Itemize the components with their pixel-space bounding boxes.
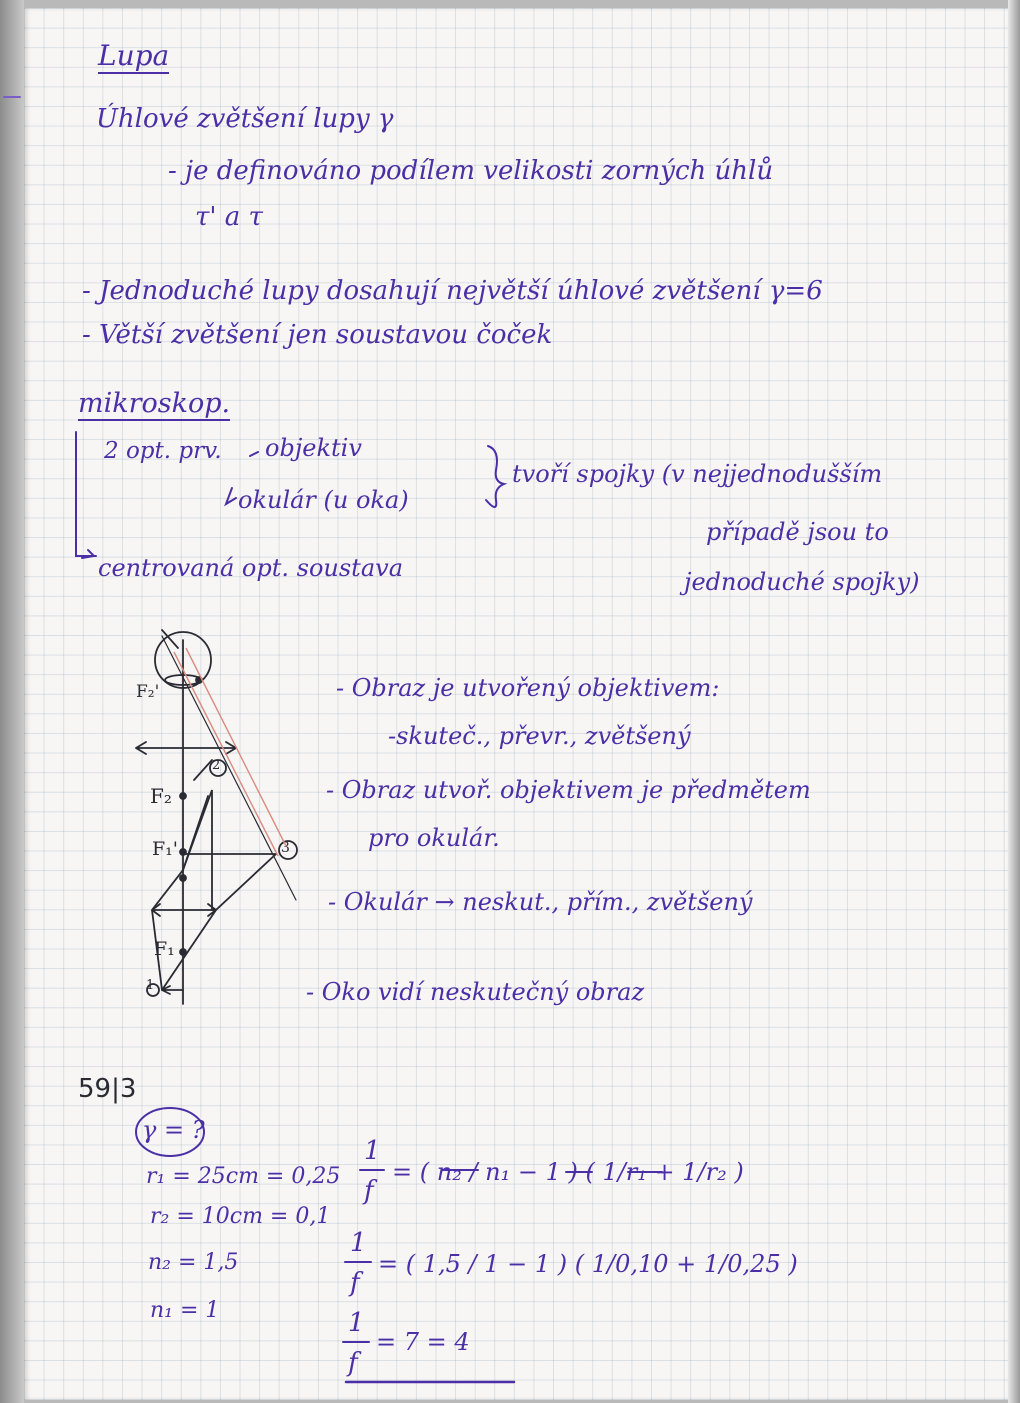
mikroskop-objektiv: objektiv bbox=[265, 434, 362, 462]
exercise-number: 59|3 bbox=[78, 1074, 137, 1104]
desc-line-3: - Obraz utvoř. objektivem je předmětem bbox=[326, 776, 811, 804]
eq3-lhs-den: f bbox=[348, 1348, 358, 1378]
eq1-lhs-den: f bbox=[364, 1176, 374, 1206]
mikroskop-jednoduche-spojky: jednoduché spojky) bbox=[684, 568, 920, 596]
heading-lupa: Lupa bbox=[98, 39, 170, 72]
desc-line-5: - Okulár → neskut., přím., zvětšený bbox=[328, 888, 753, 916]
label-f1: F₁ bbox=[154, 938, 175, 960]
given-r1: r₁ = 25cm = 0,25 bbox=[146, 1164, 341, 1189]
centrovana-arrow bbox=[82, 550, 94, 558]
mikroskop-okular: okulár (u oka) bbox=[238, 486, 409, 514]
microscope-ray-diagram bbox=[136, 630, 297, 1004]
mikroskop-arrows bbox=[226, 452, 258, 504]
given-n1: n₁ = 1 bbox=[150, 1298, 220, 1323]
label-f2-prime: F₂' bbox=[136, 682, 160, 702]
mikroskop-pripade: případě jsou to bbox=[706, 518, 889, 546]
note-line-1: Úhlové zvětšení lupy γ bbox=[96, 104, 394, 134]
note-line-3: τ' a τ bbox=[195, 202, 263, 232]
eq1-inner-bars bbox=[442, 1170, 662, 1172]
mikroskop-opt-prvky: 2 opt. prv. bbox=[104, 438, 222, 464]
desc-line-6: - Oko vidí neskutečný obraz bbox=[306, 978, 645, 1006]
label-f1-prime: F₁' bbox=[152, 838, 179, 860]
eq2-rhs: = ( 1,5 / 1 − 1 ) ( 1/0,10 + 1/0,25 ) bbox=[378, 1250, 798, 1278]
given-r2: r₂ = 10cm = 0,1 bbox=[150, 1204, 331, 1229]
eq3-rhs: = 7 = 4 bbox=[376, 1328, 470, 1356]
note-line-5: - Větší zvětšení jen soustavou čoček bbox=[82, 320, 553, 350]
question-circle bbox=[136, 1108, 204, 1156]
label-f2: F₂ bbox=[150, 784, 172, 808]
curly-brace bbox=[486, 446, 504, 507]
mark-2: 2 bbox=[212, 758, 221, 773]
note-line-2: - je definováno podílem velikosti zorných úhlů bbox=[168, 156, 774, 186]
eq1-lhs-num: 1 bbox=[364, 1136, 381, 1166]
mikroskop-bracket bbox=[76, 432, 96, 556]
mikroskop-tvori-spojky: tvoří spojky (v nejjednodušším bbox=[512, 460, 883, 488]
mark-1: 1 bbox=[146, 978, 155, 993]
eq2-lhs-den: f bbox=[350, 1268, 360, 1298]
eq1-rhs: = ( n₂ / n₁ − 1 ) ( 1/r₁ + 1/r₂ ) bbox=[392, 1158, 744, 1186]
mark-3: 3 bbox=[281, 840, 290, 856]
given-n2: n₂ = 1,5 bbox=[148, 1250, 239, 1275]
mikroskop-centrovana: centrovaná opt. soustava bbox=[98, 554, 404, 582]
note-line-4: - Jednoduché lupy dosahují největší úhlové zvětšení γ=6 bbox=[82, 276, 823, 306]
exercise-question: γ = ? bbox=[142, 1116, 205, 1144]
desc-line-1: - Obraz je utvořený objektivem: bbox=[336, 674, 720, 702]
desc-line-2: -skuteč., převr., zvětšený bbox=[388, 722, 691, 750]
fraction-bars bbox=[343, 1170, 384, 1342]
heading-mikroskop: mikroskop. bbox=[78, 388, 231, 419]
desc-line-4: pro okulár. bbox=[368, 824, 500, 852]
eq2-lhs-num: 1 bbox=[350, 1228, 367, 1258]
eq3-lhs-num: 1 bbox=[348, 1308, 365, 1338]
